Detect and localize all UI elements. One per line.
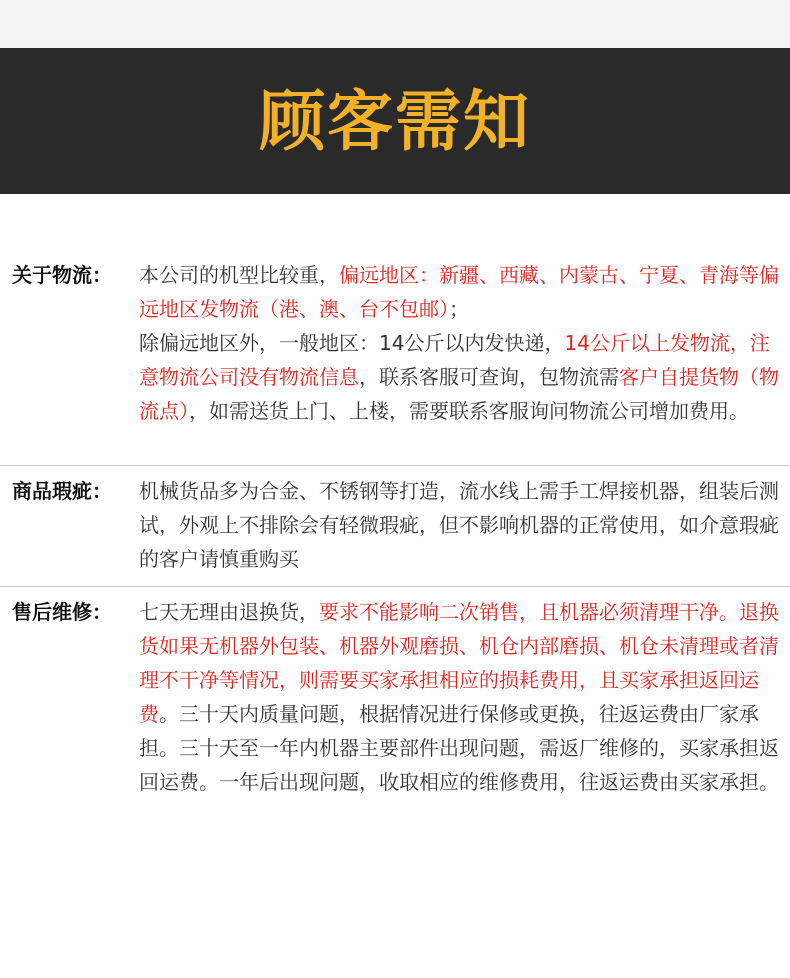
highlight-segment: 偏远地区：新疆、西藏、内蒙古、宁夏、青海等偏远地区发物流（港、澳、台不包邮） bbox=[139, 263, 779, 321]
section-body bbox=[139, 474, 779, 576]
text-segment: 七天无理由退换货， bbox=[139, 600, 319, 624]
section-after-sales bbox=[0, 587, 790, 887]
text-segment: ； bbox=[449, 297, 469, 321]
section-label: 关于物流： bbox=[12, 263, 112, 287]
top-strip bbox=[0, 0, 790, 48]
section-label: 商品瑕疵： bbox=[12, 479, 112, 503]
page-title: 顾客需知 bbox=[259, 82, 531, 160]
text-segment: ，如需送货上门、上楼，需要联系客服询问物流公司增加费用。 bbox=[189, 399, 749, 423]
highlight-segment: 要求不能影响二次销售，且机器必须清理干净。退换货如果无机器外包装、机器外观磨损、机仓内部磨损、机仓未清理或者清理不干净等情况，则需要买家承担相应的损耗费用，且买家承担返回运费 bbox=[139, 600, 779, 726]
highlight-segment: 14公斤以上发物流，注意物流公司没有物流信息 bbox=[139, 331, 770, 389]
section-body bbox=[139, 258, 779, 428]
section-product-defects bbox=[0, 466, 790, 586]
section-body bbox=[139, 595, 779, 799]
highlight-segment: 客户自提货物（物流点） bbox=[139, 365, 779, 423]
section-logistics bbox=[0, 252, 790, 466]
header-banner bbox=[0, 48, 790, 194]
text-segment: 机械货品多为合金、不锈钢等打造，流水线上需手工焊接机器，组装后测试，外观上不排除会有轻微瑕疵，但不影响机器的正常使用，如介意瑕疵的客户请慎重购买 bbox=[139, 479, 779, 571]
section-label: 售后维修： bbox=[12, 600, 112, 624]
text-segment: 除偏远地区外，一般地区：14公斤以内发快递， bbox=[139, 331, 565, 355]
text-segment: 本公司的机型比较重， bbox=[139, 263, 339, 287]
text-segment: 。三十天内质量问题，根据情况进行保修或更换，往返运费由厂家承担。三十天至一年内机器主要部件出现问题，需返厂维修的，买家承担返回运费。一年后出现问题，收取相应的维修费用，往返运费由买家承担。 bbox=[139, 702, 779, 794]
text-segment: ，联系客服可查询，包物流需 bbox=[359, 365, 619, 389]
